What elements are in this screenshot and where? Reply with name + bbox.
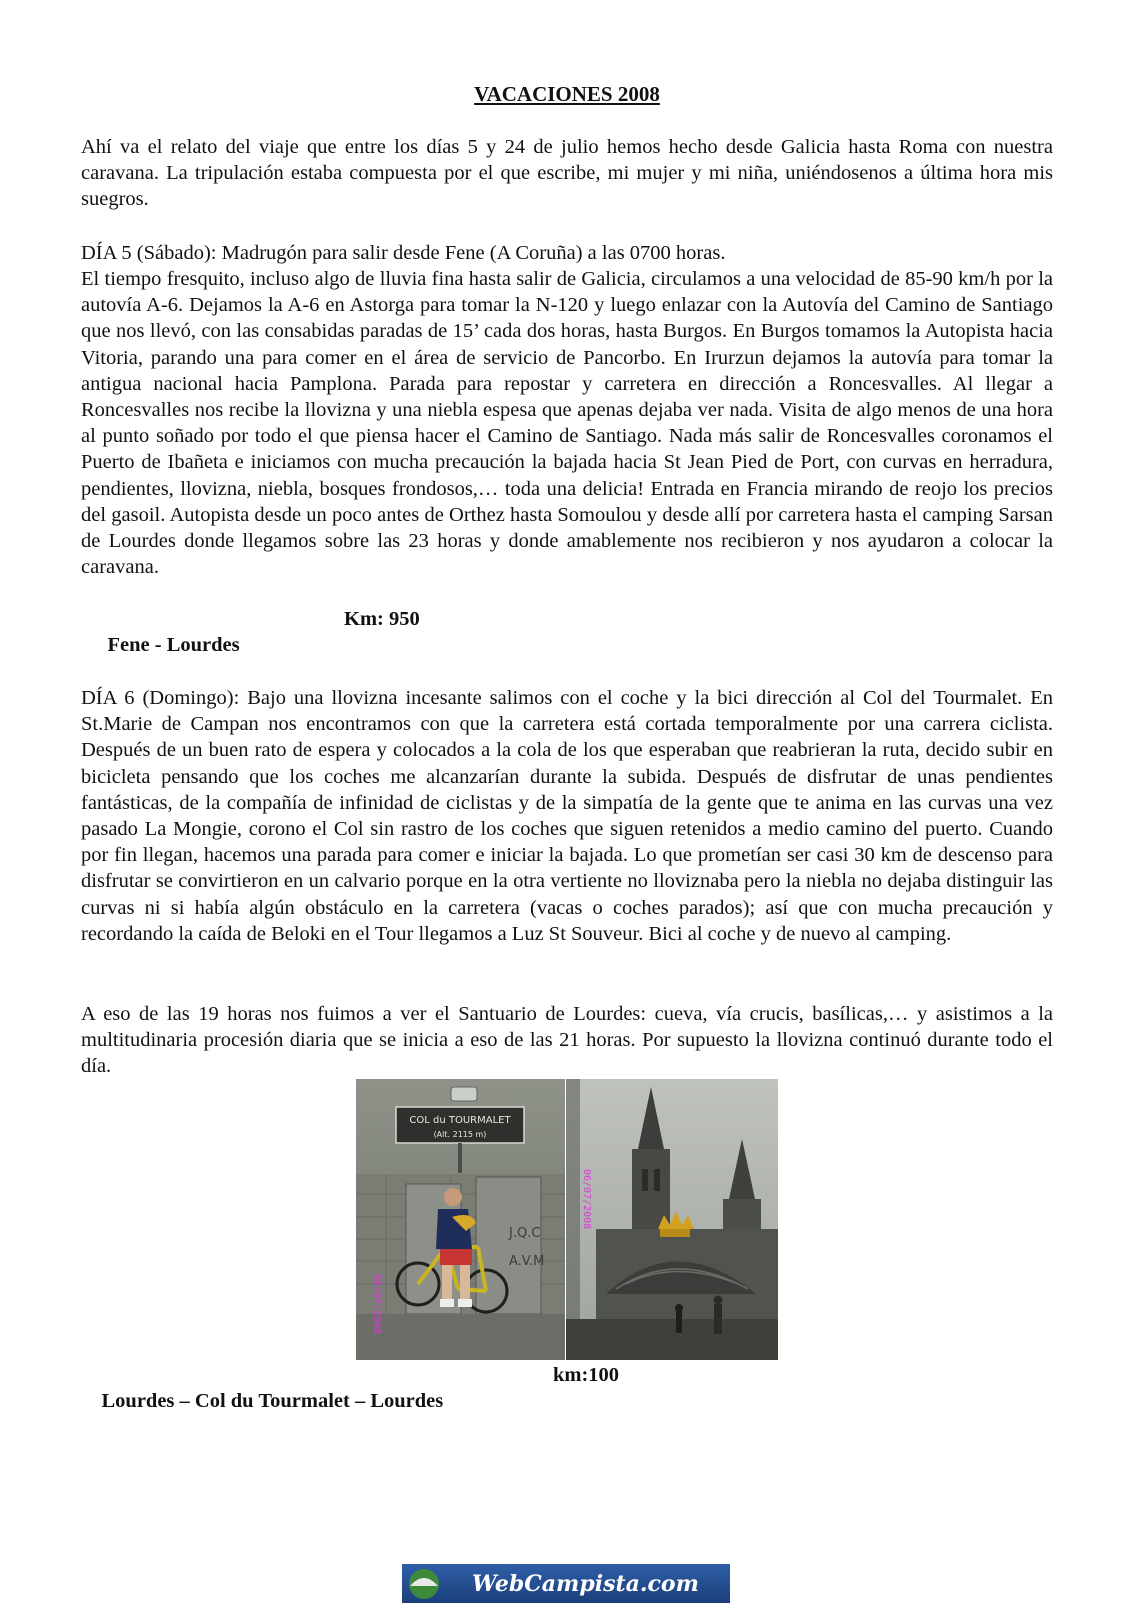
webcampista-logo xyxy=(402,1564,730,1603)
webcampista-logo-image xyxy=(402,1564,730,1603)
day5-paragraph: El tiempo fresquito, incluso algo de lluvia fina hasta salir de Galicia, circulamos a una velocidad de 85-90 km/h por la autovía A-6. Dejamos la A-6 en Astorga para tomar la N-120 y luego enlazar con la Autovía del Camino de Santiago que nos llevó, con las consabidas paradas de 15’ cada dos horas, hasta Burgos. En Burgos tomamos la Autopista hacia Vitoria, parando una para comer en el área de servicio de Pancorbo. En Irurzun dejamos la autovía para tomar la antigua nacional hacia Pamplona. Parada para repostar y carretera en dirección a Roncesvalles. Al llegar a Roncesvalles nos recibe la llovizna y una niebla espesa que apenas dejaba ver nada. Visita de algo menos de una hora al punto soñado por todo el que piensa hacer el Camino de Santiago. Nada más salir de Roncesvalles coronamos el Puerto de Ibañeta e iniciamos con mucha precaución la bajada hacia St Jean Pied de Port, con curvas en herradura, pendientes, llovizna, niebla, bosques frondosos,… toda una delicia! Entrada en Francia mirando de reojo los precios del gasoil. Autopista desde un poco antes de Orthez hasta Somoulou y desde allí por carretera hasta el camping Sarsan de Lourdes donde llegamos sobre las 23 horas y donde amablemente nos recibieron y nos ayudaron a colocar la caravana. xyxy=(81,268,1053,579)
day6-route: Lourdes – Col du Tourmalet – Lourdes xyxy=(101,1390,444,1412)
date-stamp-right: 06/07/2008 xyxy=(581,1169,592,1230)
sign-line1: COL du TOURMALET xyxy=(409,1115,511,1126)
tourmalet-photo xyxy=(356,1079,565,1360)
document-title: VACACIONES 2008 xyxy=(474,82,660,106)
photo-strip xyxy=(356,1079,778,1360)
wall-text-2: A.V.M xyxy=(509,1254,545,1269)
lourdes-basilica-photo xyxy=(566,1079,778,1360)
day6-paragraph-evening: A eso de las 19 horas nos fuimos a ver el Santuario de Lourdes: cueva, vía crucis, basílicas,… y asistimos a la multitudinaria procesión diaria que se inicia a eso de las 21 horas. Por supuesto la llovizna continuó durante todo el día. xyxy=(81,1003,1053,1078)
day5-km: Km: 950 xyxy=(344,608,420,630)
wall-text-1: J.Q.C xyxy=(509,1226,541,1241)
tourmalet-image xyxy=(356,1079,565,1360)
day6-paragraph: DÍA 6 (Domingo): Bajo una llovizna incesante salimos con el coche y la bici dirección al Col del Tourmalet. En St.Marie de Campan nos encontramos con que la carretera está cortada temporalmente por una carrera ciclista. Después de un buen rato de espera y colocados a la cola de los que esperaban que reabrieran la ruta, decido subir en bicicleta pensando que los coches me alcanzarían durante la subida. Después de disfrutar de unas pendientes fantásticas, de la compañía de infinidad de ciclistas y de la simpatía de la gente que te anima en las curvas una vez pasado La Mongie, corono el Col sin rastro de los coches que siguen retenidos a medio camino del puerto. Cuando por fin llegan, hacemos una parada para comer e iniciar la bajada. Lo que prometían ser casi 30 km de descenso para disfrutar se convirtieron en un calvario porque en la otra vertiente no lloviznaba pero la niebla no dejaba distinguir las curvas ni si había algún obstáculo en la carretera (vacas o coches parados); así que con mucha precaución y recordando la caída de Beloki en el Tour llegamos a Luz St Souveur. Bici al coche y de nuevo al camping. xyxy=(81,687,1053,945)
date-stamp-left: 06/07/2008 xyxy=(371,1274,382,1335)
day5-heading: DÍA 5 (Sábado): Madrugón para salir desde Fene (A Coruña) a las 0700 horas. xyxy=(81,242,726,264)
day6-km: km:100 xyxy=(553,1364,620,1386)
logo-text: WebCampista.com xyxy=(472,1571,699,1597)
sign-line2: (Alt. 2115 m) xyxy=(433,1130,487,1139)
day5-route: Fene - Lourdes xyxy=(107,634,240,656)
intro-paragraph: Ahí va el relato del viaje que entre los días 5 y 24 de julio hemos hecho desde Galicia hasta Roma con nuestra caravana. La tripulación estaba compuesta por el que escribe, mi mujer y mi niña, uniéndosenos a última hora mis suegros. xyxy=(81,136,1053,211)
day6-route-line xyxy=(81,1362,620,1466)
basilica-image xyxy=(566,1079,778,1360)
